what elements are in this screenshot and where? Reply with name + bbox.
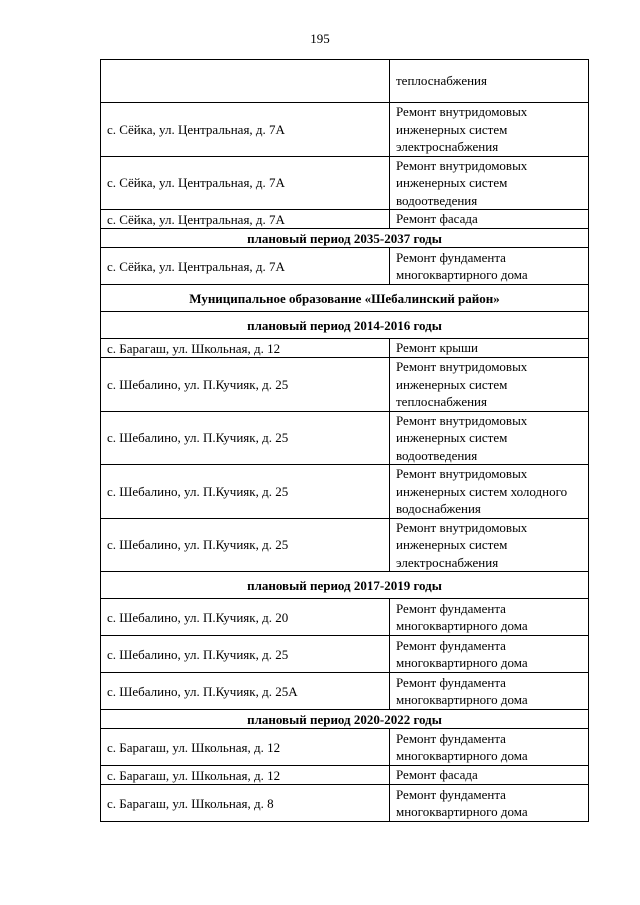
- work-type-cell: Ремонт внутридомовых инженерных систем водоотведения: [390, 411, 589, 465]
- work-type-cell: Ремонт фундамента многоквартирного дома: [390, 599, 589, 636]
- table-row: [101, 210, 589, 229]
- work-type-cell: Ремонт внутридомовых инженерных систем водоотведения: [390, 156, 589, 210]
- table-row: [101, 103, 589, 157]
- address-cell: с. Сёйка, ул. Центральная, д. 7А: [101, 156, 390, 210]
- table-row: [101, 599, 589, 636]
- table-row: [101, 60, 589, 103]
- table-row: [101, 729, 589, 766]
- table-row: [101, 673, 589, 710]
- address-cell: с. Барагаш, ул. Школьная, д. 12: [101, 729, 390, 766]
- address-cell: с. Сёйка, ул. Центральная, д. 7А: [101, 248, 390, 285]
- address-cell: с. Шебалино, ул. П.Кучияк, д. 25А: [101, 673, 390, 710]
- address-cell: с. Барагаш, ул. Школьная, д. 12: [101, 339, 390, 358]
- work-type-cell: Ремонт внутридомовых инженерных систем холодного водоснабжения: [390, 465, 589, 519]
- page-number: 195: [310, 31, 330, 46]
- table-row: [101, 411, 589, 465]
- table-row: [101, 248, 589, 285]
- work-type-cell: Ремонт фундамента многоквартирного дома: [390, 673, 589, 710]
- work-type-cell: Ремонт фасада: [390, 210, 589, 229]
- work-type-cell: Ремонт фасада: [390, 766, 589, 785]
- section-header-row: [101, 312, 589, 339]
- plan-table-body: [101, 60, 589, 822]
- work-type-cell: Ремонт фундамента многоквартирного дома: [390, 785, 589, 822]
- work-type-cell: Ремонт внутридомовых инженерных систем электроснабжения: [390, 103, 589, 157]
- address-cell: с. Шебалино, ул. П.Кучияк, д. 25: [101, 358, 390, 412]
- address-cell: с. Барагаш, ул. Школьная, д. 8: [101, 785, 390, 822]
- section-header-row: [101, 710, 589, 729]
- address-cell: с. Шебалино, ул. П.Кучияк, д. 20: [101, 599, 390, 636]
- work-type-cell: Ремонт фундамента многоквартирного дома: [390, 636, 589, 673]
- section-title: плановый период 2020-2022 годы: [101, 710, 589, 729]
- section-header-row: [101, 285, 589, 312]
- address-cell: с. Шебалино, ул. П.Кучияк, д. 25: [101, 411, 390, 465]
- work-type-cell: теплоснабжения: [390, 60, 589, 103]
- table-row: [101, 465, 589, 519]
- table-row: [101, 358, 589, 412]
- section-title: плановый период 2014-2016 годы: [101, 312, 589, 339]
- table-row: [101, 766, 589, 785]
- section-title: плановый период 2035-2037 годы: [101, 229, 589, 248]
- address-cell: с. Барагаш, ул. Школьная, д. 12: [101, 766, 390, 785]
- table-row: [101, 636, 589, 673]
- address-cell: [101, 60, 390, 103]
- section-title: Муниципальное образование «Шебалинский район»: [101, 285, 589, 312]
- table-row: [101, 339, 589, 358]
- capital-repair-plan-table: [100, 59, 589, 822]
- work-type-cell: Ремонт внутридомовых инженерных систем теплоснабжения: [390, 358, 589, 412]
- work-type-cell: Ремонт фундамента многоквартирного дома: [390, 248, 589, 285]
- work-type-cell: Ремонт фундамента многоквартирного дома: [390, 729, 589, 766]
- work-type-cell: Ремонт внутридомовых инженерных систем электроснабжения: [390, 518, 589, 572]
- work-type-cell: Ремонт крыши: [390, 339, 589, 358]
- address-cell: с. Сёйка, ул. Центральная, д. 7А: [101, 103, 390, 157]
- table-row: [101, 156, 589, 210]
- section-header-row: [101, 572, 589, 599]
- table-row: [101, 785, 589, 822]
- section-title: плановый период 2017-2019 годы: [101, 572, 589, 599]
- address-cell: с. Шебалино, ул. П.Кучияк, д. 25: [101, 465, 390, 519]
- section-header-row: [101, 229, 589, 248]
- address-cell: с. Шебалино, ул. П.Кучияк, д. 25: [101, 518, 390, 572]
- address-cell: с. Сёйка, ул. Центральная, д. 7А: [101, 210, 390, 229]
- address-cell: с. Шебалино, ул. П.Кучияк, д. 25: [101, 636, 390, 673]
- table-row: [101, 518, 589, 572]
